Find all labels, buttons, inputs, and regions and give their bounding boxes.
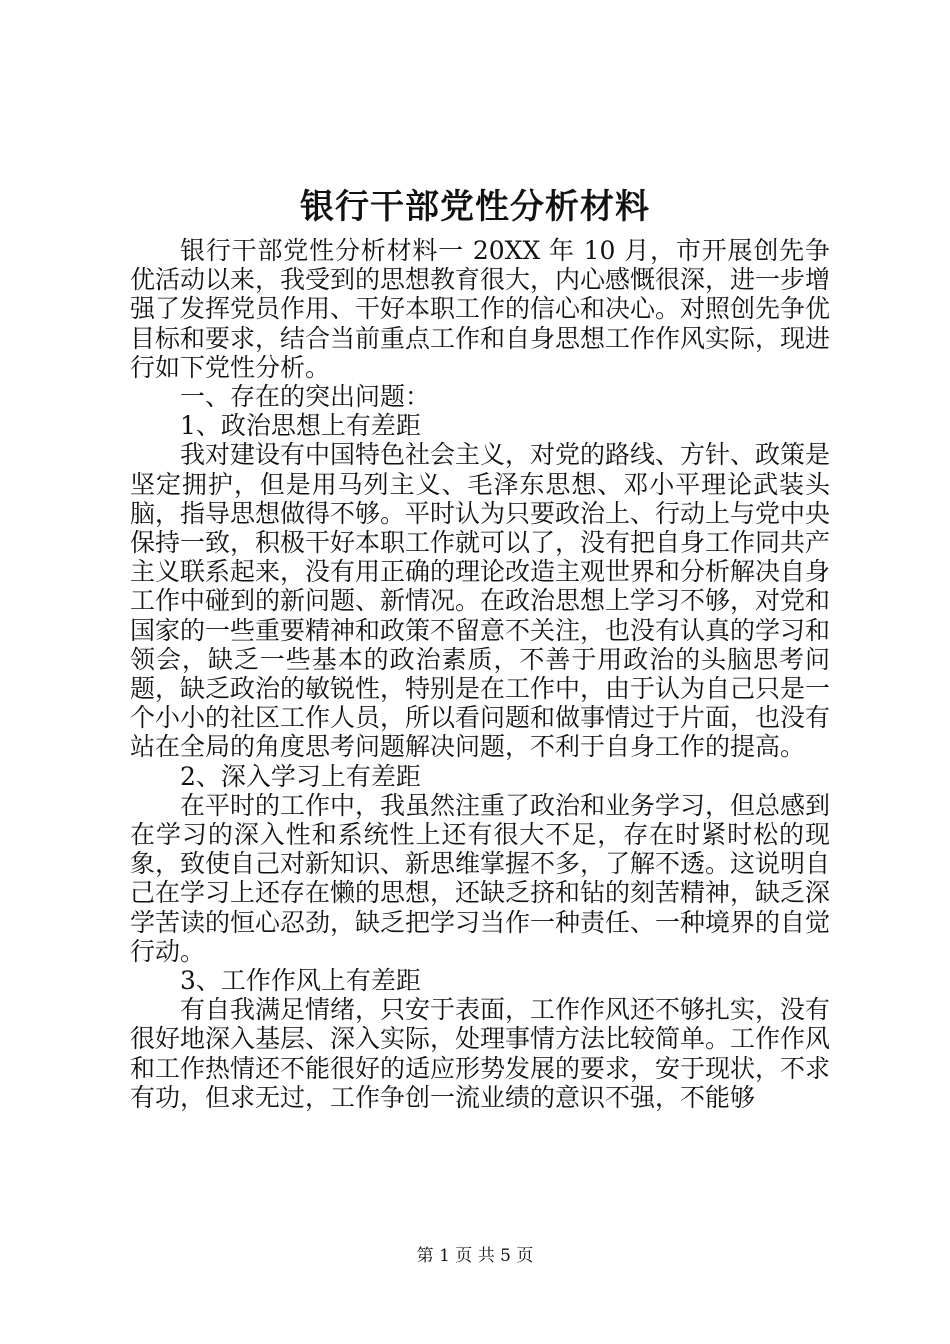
- section-heading-problems: 一、存在的突出问题：: [180, 382, 431, 412]
- document-body: [130, 236, 830, 1112]
- paragraph-study: 在平时的工作中，我虽然注重了政治和业务学习，但总感到在学习的深入性和系统性上还有很大不足，存在时紧时松的现象，致使自己对新知识、新思维掌握不多，了解不透。这说明自己在学习上还存在懒的思想，还缺乏挤和钻的刻苦精神，缺乏深学苦读的恒心忍劲，缺乏把学习当作一种责任、一种境界的自觉行动。: [130, 790, 831, 966]
- intro-paragraph: 银行干部党性分析材料一 20XX 年 10 月，市开展创先争优活动以来，我受到的思想教育很大，内心感慨很深，进一步增强了发挥党员作用、干好本职工作的信心和决心。对照创先争优目标和要求，结合当前重点工作和自身思想工作作风实际，现进行如下党性分析。: [130, 236, 831, 382]
- paragraph-work-style: 有自我满足情绪，只安于表面，工作作风还不够扎实，没有很好地深入基层、深入实际，处理事情方法比较简单。工作作风和工作热情还不能很好的适应形势发展的要求，安于现状，不求有功，但求无过，工作争创一流业绩的意识不强，不能够: [130, 995, 831, 1112]
- document-title: 银行干部党性分析材料: [300, 187, 650, 227]
- paragraph-political-thought: 我对建设有中国特色社会主义，对党的路线、方针、政策是坚定拥护，但是用马列主义、毛泽东思想、邓小平理论武装头脑，指导思想做得不够。平时认为只要政治上、行动上与党中央保持一致，积极干好本职工作就可以了，没有把自身工作同共产主义联系起来，没有用正确的理论改造主观世界和分析解决自身工作中碰到的新问题、新情况。在政治思想上学习不够，对党和国家的一些重要精神和政策不留意不关注，也没有认真的学习和领会，缺乏一些基本的政治素质，不善于用政治的头脑思考问题，缺乏政治的敏锐性，特别是在工作中，由于认为自己只是一个小小的社区工作人员，所以看问题和做事情过于片面，也没有站在全局的角度思考问题解决问题，不利于自身工作的提高。: [130, 440, 831, 762]
- subheading-political-thought: 1、政治思想上有差距: [180, 411, 421, 441]
- subheading-study: 2、深入学习上有差距: [180, 761, 421, 791]
- page-footer: 第 1 页 共 5 页: [416, 1246, 534, 1266]
- subheading-work-style: 3、工作作风上有差距: [180, 966, 421, 996]
